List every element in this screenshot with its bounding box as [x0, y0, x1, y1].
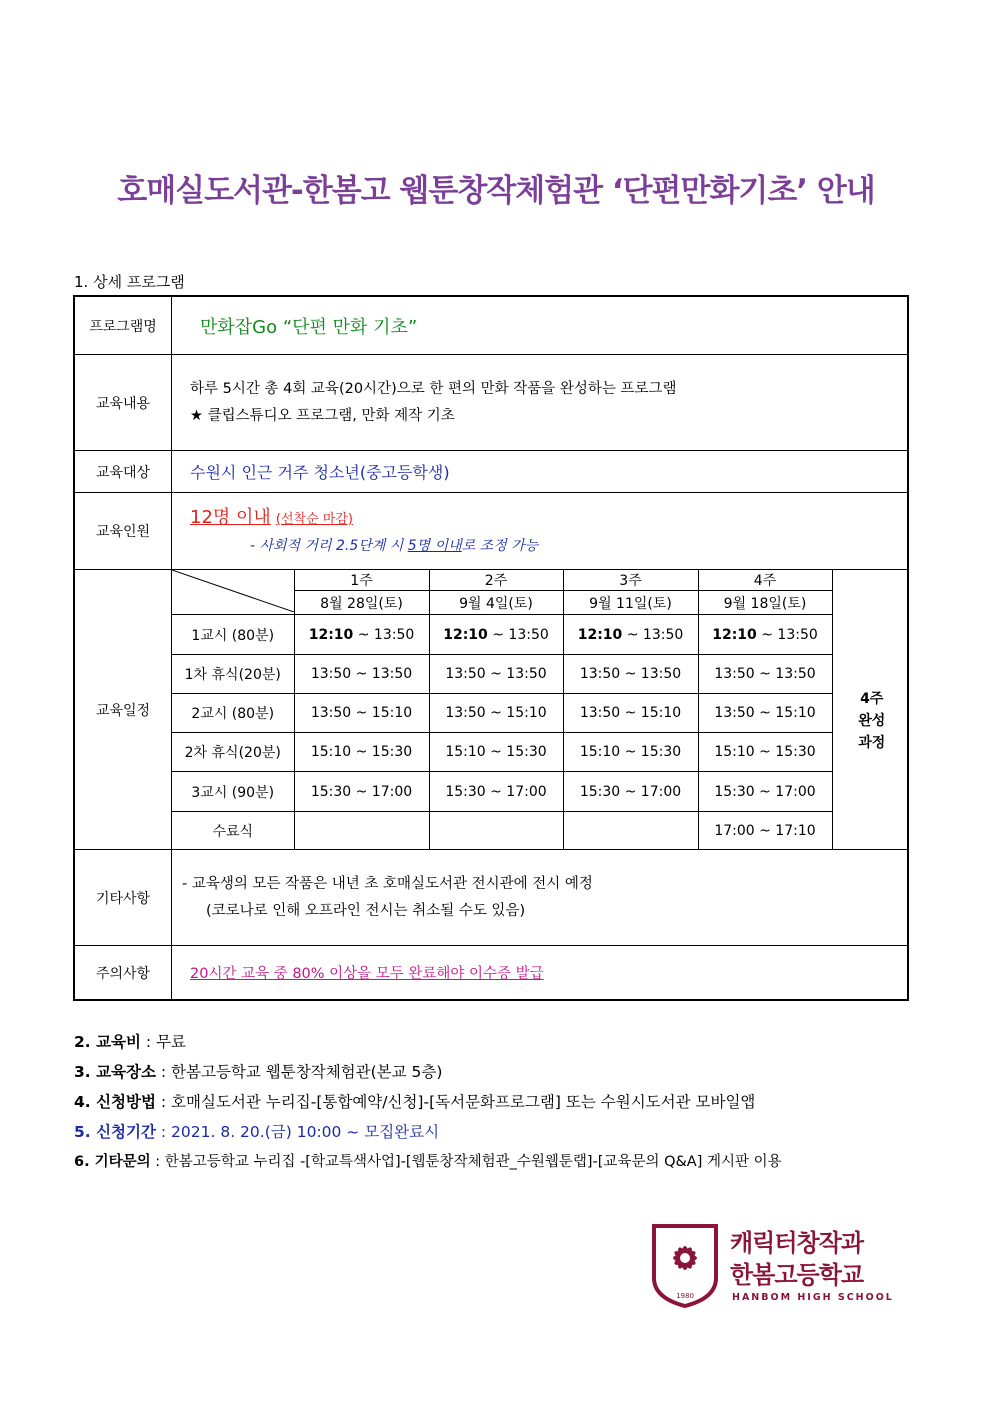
- info-value: : 한봄고등학교 웹툰창작체험관(본교 5층): [155, 1063, 443, 1081]
- etc-line2: (코로나로 인해 오프라인 전시는 취소될 수도 있음): [206, 902, 526, 919]
- diagonal-header: [172, 570, 294, 615]
- info-value: : 무료: [141, 1033, 187, 1051]
- date-2: 9월 4일(토): [429, 591, 563, 615]
- row-caution: [75, 946, 907, 999]
- logo-line1: 캐릭터창작과: [730, 1229, 864, 1257]
- empty-cell: [563, 812, 698, 850]
- caution-value: 20시간 교육 중 80% 이상을 모두 완료해야 이수증 발급: [190, 966, 544, 982]
- target-value: 수원시 인근 거주 청소년(중고등학생): [190, 463, 450, 482]
- time-cell: 12:10 ~ 13:50: [294, 615, 429, 655]
- program-table: [73, 295, 909, 1001]
- content-line1: 하루 5시간 총 4회 교육(20시간)으로 한 편의 만화 작품을 완성하는 프로그램: [190, 380, 677, 397]
- info-contact: [74, 1150, 782, 1171]
- week-3: 3주: [563, 570, 698, 591]
- school-logo: [650, 1220, 910, 1310]
- label-content: 교육내용: [75, 355, 172, 450]
- time-cell: 15:10 ~ 15:30: [698, 733, 832, 772]
- time-cell: 15:30 ~ 17:00: [563, 772, 698, 812]
- program-name: 만화잡Go “단편 만화 기초”: [200, 316, 418, 338]
- label-schedule: 교육일정: [75, 570, 172, 849]
- info-key: 5. 신청기간: [74, 1123, 156, 1141]
- time-cell: 15:10 ~ 15:30: [294, 733, 429, 772]
- info-value: : 한봄고등학교 누리집 -[학교특색사업]-[웹툰창작체험관_수원웹툰랩]-[교육문의 Q&A] 게시판 이용: [150, 1154, 782, 1170]
- info-place: [74, 1060, 442, 1082]
- date-3: 9월 11일(토): [563, 591, 698, 615]
- row-target: [75, 451, 907, 493]
- info-method: [74, 1090, 755, 1112]
- completion-name: 수료식: [172, 812, 294, 850]
- period-name: 3교시 (90분): [172, 772, 294, 812]
- week-4: 4주: [698, 570, 832, 591]
- info-value: : 2021. 8. 20.(금) 10:00 ~ 모집완료시: [155, 1123, 440, 1141]
- course-note-1: 4주: [860, 690, 884, 707]
- capacity-note-underline: 5명 이내: [407, 538, 462, 554]
- label-caution: 주의사항: [75, 946, 172, 999]
- logo-line3: HANBOM HIGH SCHOOL: [732, 1292, 894, 1303]
- info-key: 4. 신청방법: [74, 1093, 156, 1111]
- empty-cell: [294, 812, 429, 850]
- time-cell: 13:50 ~ 15:10: [294, 694, 429, 733]
- week-1: 1주: [294, 570, 429, 591]
- time-cell: 15:30 ~ 17:00: [429, 772, 563, 812]
- course-note-2: 완성: [858, 712, 886, 729]
- capacity-sub: (선착순 마감): [275, 512, 353, 527]
- info-key: 2. 교육비: [74, 1033, 141, 1051]
- info-period: [74, 1120, 439, 1142]
- time-cell: 13:50 ~ 15:10: [563, 694, 698, 733]
- course-note-3: 과정: [858, 734, 886, 751]
- week-2: 2주: [429, 570, 563, 591]
- info-key: 6. 기타문의: [74, 1154, 151, 1170]
- capacity-main: 12명 이내: [190, 507, 271, 528]
- row-program: [75, 297, 907, 355]
- time-cell: 13:50 ~ 13:50: [698, 655, 832, 694]
- date-1: 8월 28일(토): [294, 591, 429, 615]
- capacity-note-post: 로 조정 가능: [461, 538, 539, 554]
- time-cell: 13:50 ~ 13:50: [563, 655, 698, 694]
- date-4: 9월 18일(토): [698, 591, 832, 615]
- capacity-note-pre: - 사회적 거리 2.5단계 시: [250, 538, 408, 554]
- time-cell: 15:30 ~ 17:00: [294, 772, 429, 812]
- logo-year: 1980: [676, 1292, 694, 1300]
- row-capacity: [75, 493, 907, 570]
- row-etc: [75, 850, 907, 946]
- shield-icon: [650, 1220, 720, 1308]
- label-capacity: 교육인원: [75, 493, 172, 569]
- time-cell: 15:10 ~ 15:30: [429, 733, 563, 772]
- label-target: 교육대상: [75, 451, 172, 492]
- section-heading: 1. 상세 프로그램: [74, 273, 185, 291]
- time-cell: 13:50 ~ 15:10: [429, 694, 563, 733]
- time-start: 12:10: [308, 626, 354, 643]
- page-title: 호매실도서관-한봄고 웹툰창작체험관 ‘단편만화기초’ 안내: [117, 173, 875, 209]
- time-cell: 13:50 ~ 15:10: [698, 694, 832, 733]
- content-line2: ★ 클립스튜디오 프로그램, 만화 제작 기초: [190, 407, 455, 424]
- label-program: 프로그램명: [75, 297, 172, 354]
- period-name: 2교시 (80분): [172, 694, 294, 733]
- period-name: 2차 휴식(20분): [172, 733, 294, 772]
- time-start: 12:10: [577, 626, 623, 643]
- time-cell: 13:50 ~ 13:50: [429, 655, 563, 694]
- row-content: [75, 355, 907, 451]
- time-cell: 12:10 ~ 13:50: [698, 615, 832, 655]
- period-name: 1교시 (80분): [172, 615, 294, 655]
- completion-time: 17:00 ~ 17:10: [698, 812, 832, 850]
- course-note: [832, 570, 911, 812]
- label-etc: 기타사항: [75, 850, 172, 945]
- empty-cell: [429, 812, 563, 850]
- row-schedule: [75, 570, 907, 850]
- time-cell: 13:50 ~ 13:50: [294, 655, 429, 694]
- time-start: 12:10: [712, 626, 757, 643]
- time-cell: 15:10 ~ 15:30: [563, 733, 698, 772]
- time-cell: 12:10 ~ 13:50: [429, 615, 563, 655]
- info-value: : 호매실도서관 누리집-[통합예약/신청]-[독서문화프로그램] 또는 수원시도서관 모바일앱: [155, 1093, 756, 1111]
- info-key: 3. 교육장소: [74, 1063, 156, 1081]
- period-name: 1차 휴식(20분): [172, 655, 294, 694]
- schedule-table: [172, 570, 907, 849]
- time-cell: 12:10 ~ 13:50: [563, 615, 698, 655]
- info-fee: [74, 1030, 186, 1052]
- logo-line2: 한봄고등학교: [730, 1261, 864, 1289]
- diagonal-line: [172, 570, 294, 612]
- time-start: 12:10: [443, 626, 488, 643]
- time-cell: 15:30 ~ 17:00: [698, 772, 832, 812]
- etc-line1: - 교육생의 모든 작품은 내년 초 호매실도서관 전시관에 전시 예정: [182, 875, 593, 892]
